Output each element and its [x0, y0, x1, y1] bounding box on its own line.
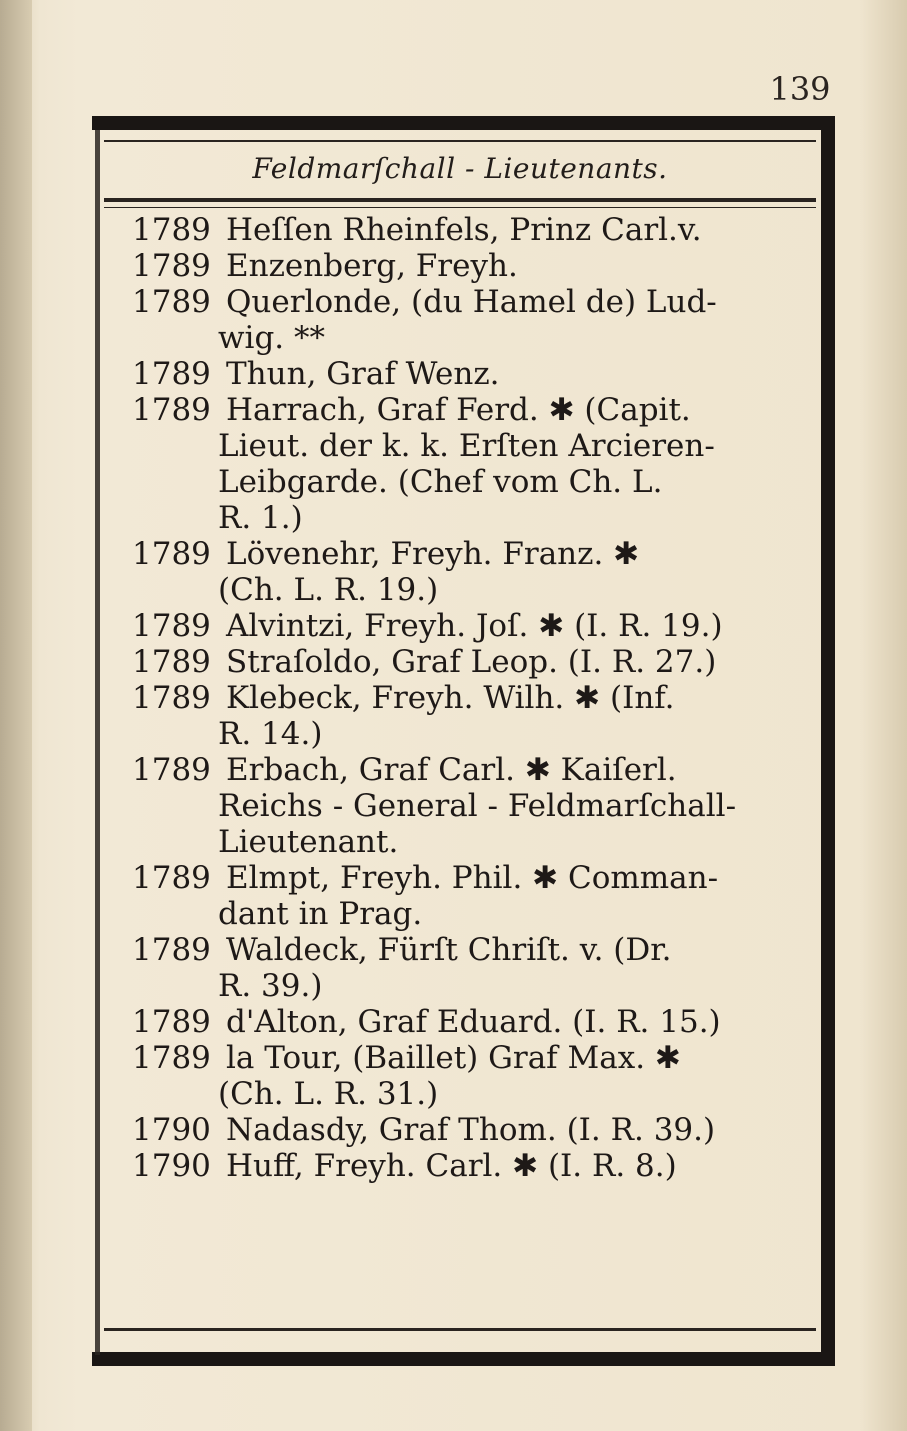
entry-year: 1789 — [132, 392, 211, 428]
entry-line: Lövenehr, Freyh. Franz. ✱ — [226, 536, 640, 572]
entry-text — [218, 284, 816, 356]
list-item — [132, 1148, 816, 1184]
entry-text — [218, 536, 816, 608]
entry-year: 1789 — [132, 680, 211, 716]
entry-line: Harrach, Graf Ferd. ✱ (Capit. — [226, 392, 691, 428]
entry-line: R. 1.) — [218, 500, 303, 536]
entry-line: Elmpt, Freyh. Phil. ✱ Comman- — [226, 860, 719, 896]
entry-year: 1789 — [132, 1004, 211, 1040]
entry-line: (Ch. L. R. 31.) — [218, 1076, 439, 1112]
entry-text — [226, 212, 816, 248]
entry-year: 1789 — [132, 536, 211, 572]
frame-right-border — [821, 116, 835, 1366]
entry-text — [218, 932, 816, 1004]
list-item — [132, 1004, 816, 1040]
entry-text — [218, 392, 816, 536]
list-item — [132, 932, 816, 1004]
entry-line: Leibgarde. (Chef vom Ch. L. — [218, 464, 663, 500]
entry-line: Lieutenant. — [218, 824, 399, 860]
section-heading: Feldmarſchall - Lieutenants. — [252, 152, 668, 185]
header-rule — [104, 198, 816, 202]
entry-line: Alvintzi, Freyh. Joſ. ✱ (I. R. 19.) — [226, 608, 723, 644]
entry-line: Klebeck, Freyh. Wilh. ✱ (Inf. — [226, 680, 675, 716]
entry-line: wig. ** — [218, 320, 326, 356]
entry-text — [226, 356, 816, 392]
entry-text — [218, 860, 816, 932]
entry-line: Straſoldo, Graf Leop. (I. R. 27.) — [226, 644, 717, 680]
entry-year: 1790 — [132, 1112, 211, 1148]
page-number: 139 — [769, 70, 831, 108]
entry-line: R. 39.) — [218, 968, 323, 1004]
list-item — [132, 752, 816, 860]
entry-year: 1789 — [132, 356, 211, 392]
list-item — [132, 356, 816, 392]
entry-year: 1789 — [132, 248, 211, 284]
entry-text — [226, 1112, 816, 1148]
inner-bottom-rule — [104, 1328, 816, 1331]
entry-line: Querlonde, (du Hamel de) Lud- — [226, 284, 717, 320]
frame-top-border — [92, 116, 834, 130]
entry-year: 1789 — [132, 932, 211, 968]
entry-text — [226, 608, 816, 644]
entry-line: Enzenberg, Freyh. — [226, 248, 518, 284]
entry-year: 1789 — [132, 284, 211, 320]
entry-year: 1789 — [132, 860, 211, 896]
entry-line: (Ch. L. R. 19.) — [218, 572, 439, 608]
entry-year: 1790 — [132, 1148, 211, 1184]
list-item — [132, 536, 816, 608]
entry-line: dant in Prag. — [218, 896, 423, 932]
header-rule-thin — [104, 207, 816, 208]
entry-line: Nadasdy, Graf Thom. (I. R. 39.) — [226, 1112, 716, 1148]
list-item — [132, 860, 816, 932]
entry-line: Thun, Graf Wenz. — [226, 356, 500, 392]
list-item — [132, 392, 816, 536]
entry-text — [218, 752, 816, 860]
entry-year: 1789 — [132, 752, 211, 788]
inner-top-rule — [104, 140, 816, 142]
entry-text — [226, 644, 816, 680]
entry-line: d'Alton, Graf Eduard. (I. R. 15.) — [226, 1004, 721, 1040]
frame-left-border — [95, 130, 100, 1355]
frame-bottom-border — [92, 1352, 834, 1366]
list-item — [132, 680, 816, 752]
entry-year: 1789 — [132, 608, 211, 644]
entry-line: Heſſen Rheinfels, Prinz Carl.v. — [226, 212, 702, 248]
list-item — [132, 644, 816, 680]
entry-text — [226, 248, 816, 284]
entry-list — [132, 212, 816, 1184]
entry-line: Reichs - General - Feldmarſchall- — [218, 788, 737, 824]
list-item — [132, 248, 816, 284]
list-item — [132, 1112, 816, 1148]
entry-text — [226, 1148, 816, 1184]
entry-line: R. 14.) — [218, 716, 323, 752]
entry-line: la Tour, (Baillet) Graf Max. ✱ — [226, 1040, 681, 1076]
entry-year: 1789 — [132, 644, 211, 680]
list-item — [132, 284, 816, 356]
entry-line: Waldeck, Fürſt Chriſt. v. (Dr. — [226, 932, 672, 968]
entry-line: Huff, Freyh. Carl. ✱ (I. R. 8.) — [226, 1148, 677, 1184]
entry-text — [218, 680, 816, 752]
entry-line: Lieut. der k. k. Erſten Arcieren- — [218, 428, 715, 464]
entry-line: Erbach, Graf Carl. ✱ Kaiſerl. — [226, 752, 677, 788]
list-item — [132, 608, 816, 644]
entry-text — [218, 1040, 816, 1112]
book-gutter — [0, 0, 32, 1431]
list-item — [132, 1040, 816, 1112]
entry-text — [226, 1004, 816, 1040]
entry-year: 1789 — [132, 212, 211, 248]
entry-year: 1789 — [132, 1040, 211, 1076]
list-item — [132, 212, 816, 248]
